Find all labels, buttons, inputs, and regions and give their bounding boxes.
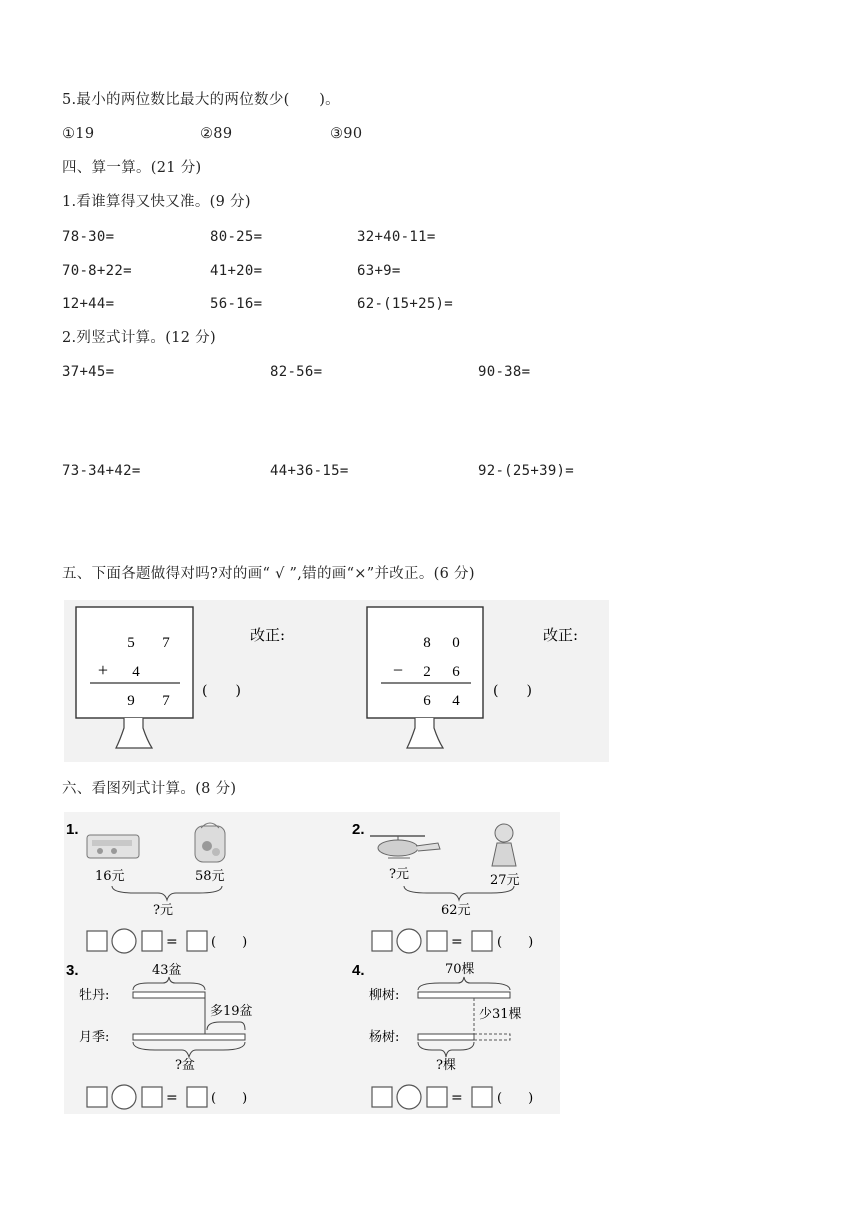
p1-operator: + — [97, 660, 109, 680]
p2-result-tens: 6 — [423, 693, 431, 709]
section-4-title: 四、算一算。(21 分) — [62, 160, 202, 176]
p63-answer-boxes[interactable] — [87, 1085, 207, 1109]
option-1: ①19 — [62, 126, 95, 142]
p2-top-tens: 8 — [423, 635, 431, 651]
p62-equals: = — [451, 934, 463, 950]
p1-result-ones: 7 — [162, 693, 170, 709]
vertical-1-1: 37+45= — [62, 364, 115, 380]
p64-top-label: 70棵 — [445, 962, 475, 977]
p64-row2-label: 杨树: — [369, 1030, 400, 1045]
vertical-1-2: 82-56= — [270, 364, 323, 380]
calc-1-1: 78-30= — [62, 229, 115, 245]
p63-unit-paren[interactable]: ( ) — [211, 1091, 248, 1106]
part-1-title: 1.看谁算得又快又准。(9 分) — [62, 194, 251, 210]
p64-diff: 少31棵 — [479, 1007, 522, 1022]
p64-number: 4. — [352, 962, 365, 979]
p61-number: 1. — [66, 821, 79, 838]
p62-price-b: 27元 — [490, 873, 520, 888]
p61-unit-paren[interactable]: ( ) — [211, 935, 248, 950]
p63-total: ?盆 — [175, 1058, 195, 1073]
p63-number: 3. — [66, 962, 79, 979]
p1-bottom-ones: 4 — [132, 664, 140, 680]
p64-row1-label: 柳树: — [369, 988, 400, 1003]
calc-2-1: 70-8+22= — [62, 263, 132, 279]
section-5-title: 五、下面各题做得对吗?对的画“ √ ”,错的画“×”并改正。(6 分) — [62, 566, 475, 582]
option-2: ②89 — [200, 126, 233, 142]
backpack-icon — [195, 823, 225, 862]
p1-top-ones: 7 — [162, 635, 170, 651]
p2-result-ones: 4 — [452, 693, 460, 709]
p63-top-label: 43盆 — [152, 963, 182, 978]
p61-price-a: 16元 — [95, 869, 125, 884]
p2-fix-label: 改正: — [543, 626, 579, 644]
p62-price-a: ?元 — [389, 867, 409, 882]
calc-1-3: 32+40-11= — [357, 229, 436, 245]
calc-3-2: 56-16= — [210, 296, 263, 312]
part-2-title: 2.列竖式计算。(12 分) — [62, 330, 216, 346]
p64-unit-paren[interactable]: ( ) — [497, 1091, 534, 1106]
p1-judge-paren[interactable]: ( ) — [202, 683, 241, 699]
section-6-title: 六、看图列式计算。(8 分) — [62, 781, 237, 797]
p64-equals: = — [451, 1090, 463, 1106]
p61-price-b: 58元 — [195, 869, 225, 884]
p62-unit-paren[interactable]: ( ) — [497, 935, 534, 950]
p62-total: 62元 — [441, 903, 471, 918]
p64-answer-boxes[interactable] — [372, 1085, 492, 1109]
p2-bottom-tens: 2 — [423, 664, 431, 680]
p2-top-ones: 0 — [452, 635, 460, 651]
p2-judge-paren[interactable]: ( ) — [493, 683, 532, 699]
p63-row1-label: 牡丹: — [79, 988, 110, 1003]
p61-total: ?元 — [153, 903, 173, 918]
calc-2-2: 41+20= — [210, 263, 263, 279]
question-5: 5.最小的两位数比最大的两位数少( )。 — [62, 92, 340, 108]
calc-3-1: 12+44= — [62, 296, 115, 312]
p1-fix-label: 改正: — [250, 626, 286, 644]
option-3: ③90 — [330, 126, 363, 142]
p2-bottom-ones: 6 — [452, 664, 460, 680]
p63-diff: 多19盆 — [210, 1004, 253, 1019]
calc-1-2: 80-25= — [210, 229, 263, 245]
p62-answer-boxes[interactable] — [372, 929, 492, 953]
vertical-2-3: 92-(25+39)= — [478, 463, 575, 479]
vertical-1-3: 90-38= — [478, 364, 531, 380]
p61-equals: = — [166, 934, 178, 950]
pencil-case-icon — [87, 835, 139, 858]
p62-number: 2. — [352, 821, 365, 838]
p1-top-tens: 5 — [127, 635, 135, 651]
p1-result-tens: 9 — [127, 693, 135, 709]
p61-answer-boxes[interactable] — [87, 929, 207, 953]
vertical-2-2: 44+36-15= — [270, 463, 349, 479]
p64-total: ?棵 — [436, 1058, 456, 1073]
calc-3-3: 62-(15+25)= — [357, 296, 454, 312]
p63-row2-label: 月季: — [79, 1030, 110, 1045]
p2-operator: − — [392, 660, 404, 680]
vertical-2-1: 73-34+42= — [62, 463, 141, 479]
calc-2-3: 63+9= — [357, 263, 401, 279]
p63-equals: = — [166, 1090, 178, 1106]
